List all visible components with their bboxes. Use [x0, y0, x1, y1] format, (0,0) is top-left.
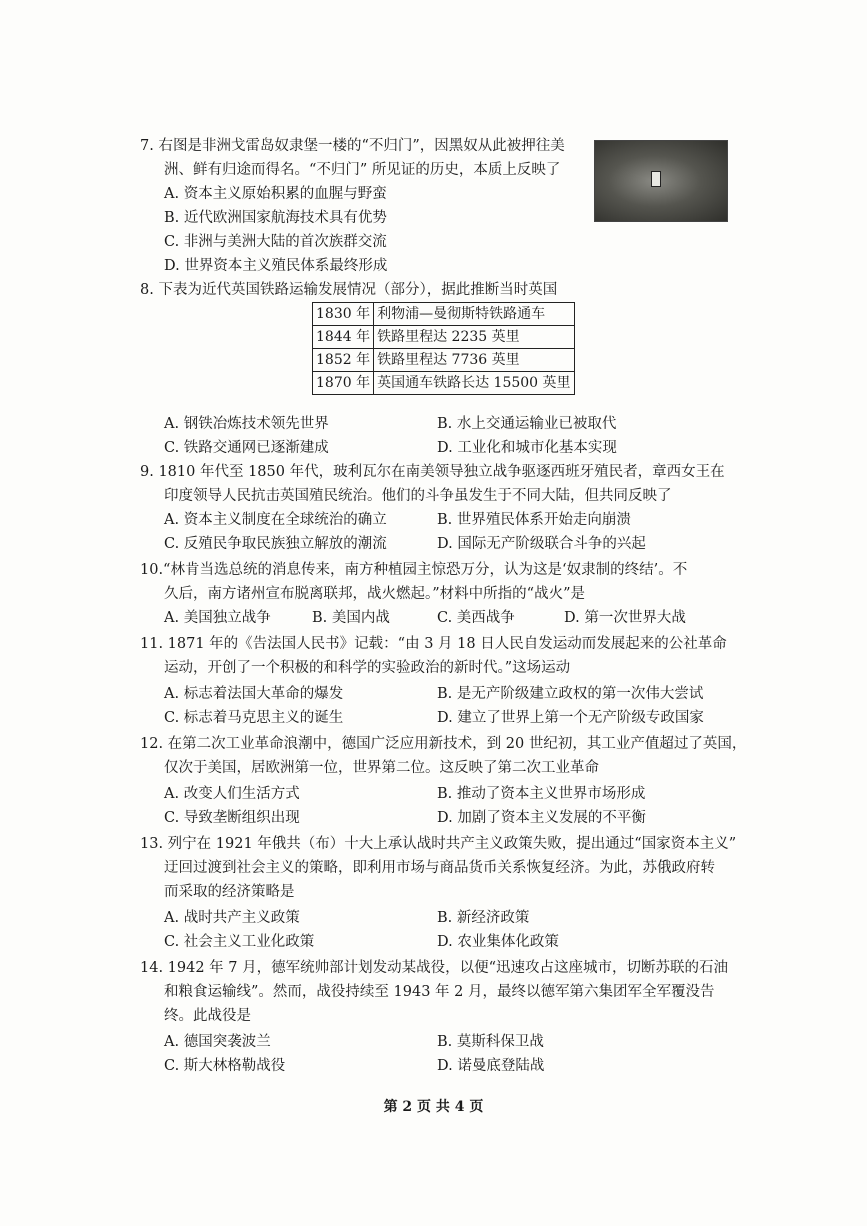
q12-stem-line1: 12. 在第二次工业革命浪潮中，德国广泛应用新技术，到 20 世纪初，其工业产值超过了英国，	[140, 736, 747, 752]
q10-stem-line1: 10.“林肯当选总统的消息传来，南方种植园主惊恐万分，认为这是‘奴隶制的终结’。不	[140, 562, 688, 578]
event-cell: 利物浦—曼彻斯特铁路通车	[374, 303, 574, 326]
q11-option-b: B. 是无产阶级建立政权的第一次伟大尝试	[437, 686, 704, 702]
year-cell: 1852 年	[313, 349, 374, 372]
page-number-footer: 第 2 页 共 4 页	[383, 1099, 484, 1115]
q8-option-a: A. 钢铁冶炼技术领先世界	[164, 416, 329, 432]
event-cell: 铁路里程达 7736 英里	[374, 349, 574, 372]
q12-option-c: C. 导致垄断组织出现	[164, 810, 300, 826]
doorway-shape	[651, 171, 661, 187]
q12-stem-line2: 仅次于美国，居欧洲第一位，世界第二位。这反映了第二次工业革命	[164, 760, 599, 776]
q13-option-c: C. 社会主义工业化政策	[164, 934, 315, 950]
year-cell: 1830 年	[313, 303, 374, 326]
question-11	[140, 632, 727, 680]
table-row	[313, 326, 575, 349]
q10-option-c: C. 美西战争	[437, 610, 515, 626]
q9-option-b: B. 世界殖民体系开始走向崩溃	[437, 512, 631, 528]
q8-stem: 8. 下表为近代英国铁路运输发展情况（部分），据此推断当时英国	[140, 282, 558, 298]
q12-option-a: A. 改变人们生活方式	[164, 786, 300, 802]
q9-stem-line2: 印度领导人民抗击英国殖民统治。他们的斗争虽发生于不同大陆，但共同反映了	[164, 488, 672, 504]
q7-option-d: D. 世界资本主义殖民体系最终形成	[164, 258, 388, 274]
table-row	[313, 349, 575, 372]
q14-option-d: D. 诺曼底登陆战	[437, 1058, 545, 1074]
q12-option-d: D. 加剧了资本主义发展的不平衡	[437, 810, 646, 826]
q13-option-d: D. 农业集体化政策	[437, 934, 559, 950]
year-cell: 1844 年	[313, 326, 374, 349]
q14-stem-line1: 14. 1942 年 7 月，德军统帅部计划发动某战役，以便“迅速攻占这座城市，切断苏联的石油	[140, 960, 729, 976]
event-cell: 英国通车铁路长达 15500 英里	[374, 372, 574, 395]
q7-option-b: B. 近代欧洲国家航海技术具有优势	[164, 210, 387, 226]
q14-option-a: A. 德国突袭波兰	[164, 1034, 271, 1050]
question-14	[140, 956, 728, 1028]
q13-stem-line1: 13. 列宁在 1921 年俄共（布）十大上承认战时共产主义政策失败，提出通过“国家资本主义”	[140, 836, 737, 852]
q10-option-a: A. 美国独立战争	[164, 610, 271, 626]
q12-option-b: B. 推动了资本主义世界市场形成	[437, 786, 646, 802]
q14-option-c: C. 斯大林格勒战役	[164, 1058, 286, 1074]
question-10	[140, 558, 687, 606]
door-of-no-return-photo	[594, 140, 728, 222]
q8-option-b: B. 水上交通运输业已被取代	[437, 416, 617, 432]
q8-option-c: C. 铁路交通网已逐渐建成	[164, 440, 329, 456]
q10-option-d: D. 第一次世界大战	[564, 610, 686, 626]
q10-stem-line2: 久后，南方诸州宣布脱离联邦，战火燃起。”材料中所指的“战火”是	[164, 586, 585, 602]
railway-table	[312, 302, 575, 395]
question-12	[140, 732, 746, 780]
q14-option-b: B. 莫斯科保卫战	[437, 1034, 544, 1050]
q11-option-c: C. 标志着马克思主义的诞生	[164, 710, 344, 726]
q13-option-b: B. 新经济政策	[437, 910, 530, 926]
q13-stem-line2: 迂回过渡到社会主义的策略，即利用市场与商品货币关系恢复经济。为此，苏俄政府转	[164, 860, 715, 876]
table-row	[313, 303, 575, 326]
q7-option-c: C. 非洲与美洲大陆的首次族群交流	[164, 234, 387, 250]
q9-option-a: A. 资本主义制度在全球统治的确立	[164, 512, 387, 528]
q11-option-a: A. 标志着法国大革命的爆发	[164, 686, 344, 702]
q9-stem-line1: 9. 1810 年代至 1850 年代，玻利瓦尔在南美领导独立战争驱逐西班牙殖民者，章西女王在	[140, 464, 725, 480]
question-8	[140, 278, 557, 302]
question-9	[140, 460, 725, 508]
q7-stem-line2: 洲、鲜有归途而得名。“不归门” 所见证的历史，本质上反映了	[164, 162, 561, 178]
year-cell: 1870 年	[313, 372, 374, 395]
q7-option-a: A. 资本主义原始积累的血腥与野蛮	[164, 186, 387, 202]
q11-stem-line1: 11. 1871 年的《告法国人民书》记载：“由 3 月 18 日人民自发运动而发展起来的公社革命	[140, 636, 727, 652]
q13-option-a: A. 战时共产主义政策	[164, 910, 300, 926]
question-7	[140, 134, 565, 182]
q11-stem-line2: 运动，开创了一个积极的和科学的实验政治的新时代。”这场运动	[164, 660, 571, 676]
table-row	[313, 372, 575, 395]
q7-stem-line1: 7. 右图是非洲戈雷岛奴隶堡一楼的“不归门”，因黑奴从此被押往美	[140, 138, 565, 154]
q8-option-d: D. 工业化和城市化基本实现	[437, 440, 617, 456]
event-cell: 铁路里程达 2235 英里	[374, 326, 574, 349]
q9-option-d: D. 国际无产阶级联合斗争的兴起	[437, 536, 646, 552]
q14-stem-line3: 终。此战役是	[164, 1008, 251, 1024]
q14-stem-line2: 和粮食运输线”。然而，战役持续至 1943 年 2 月，最终以德军第六集团军全军覆没告	[164, 984, 715, 1000]
q11-option-d: D. 建立了世界上第一个无产阶级专政国家	[437, 710, 704, 726]
q13-stem-line3: 而采取的经济策略是	[164, 884, 295, 900]
q9-option-c: C. 反殖民争取民族独立解放的潮流	[164, 536, 387, 552]
q10-option-b: B. 美国内战	[312, 610, 390, 626]
question-13	[140, 832, 736, 904]
